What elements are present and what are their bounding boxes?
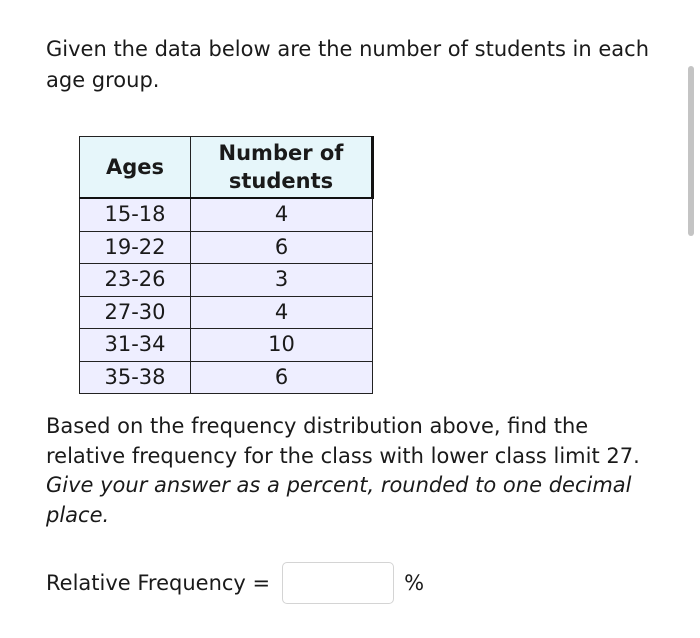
header-ages: Ages xyxy=(80,137,191,199)
table-row xyxy=(80,231,373,264)
table-row xyxy=(80,264,373,297)
ages-cell: 27-30 xyxy=(80,296,191,329)
count-cell: 6 xyxy=(191,231,373,264)
count-cell: 4 xyxy=(191,198,373,231)
ages-cell: 31-34 xyxy=(80,329,191,362)
intro-text: Given the data below are the number of students in each age group. xyxy=(46,37,650,92)
table-header-row xyxy=(80,137,373,199)
ages-cell: 15-18 xyxy=(80,198,191,231)
table-row xyxy=(80,329,373,362)
header-number-of-students: Number of students xyxy=(191,137,373,199)
count-cell: 3 xyxy=(191,264,373,297)
relative-frequency-label: Relative Frequency = xyxy=(46,571,271,595)
table-row xyxy=(80,296,373,329)
scrollbar-thumb[interactable] xyxy=(688,66,694,236)
ages-cell: 35-38 xyxy=(80,361,191,394)
table-row xyxy=(80,198,373,231)
prompt-text: Based on the frequency distribution above, find the relative frequency for the class with lower class limit 27. xyxy=(46,414,640,468)
instruction-text: Give your answer as a percent, rounded to one decimal place. xyxy=(46,473,632,527)
percent-unit: % xyxy=(404,571,425,595)
ages-cell: 19-22 xyxy=(80,231,191,264)
count-cell: 6 xyxy=(191,361,373,394)
count-cell: 4 xyxy=(191,296,373,329)
ages-cell: 23-26 xyxy=(80,264,191,297)
frequency-table xyxy=(79,136,374,394)
relative-frequency-input[interactable] xyxy=(282,562,394,604)
table-row xyxy=(80,361,373,394)
question-prompt xyxy=(46,412,661,530)
question-content xyxy=(46,34,666,595)
answer-row xyxy=(46,562,424,604)
count-cell: 10 xyxy=(191,329,373,362)
